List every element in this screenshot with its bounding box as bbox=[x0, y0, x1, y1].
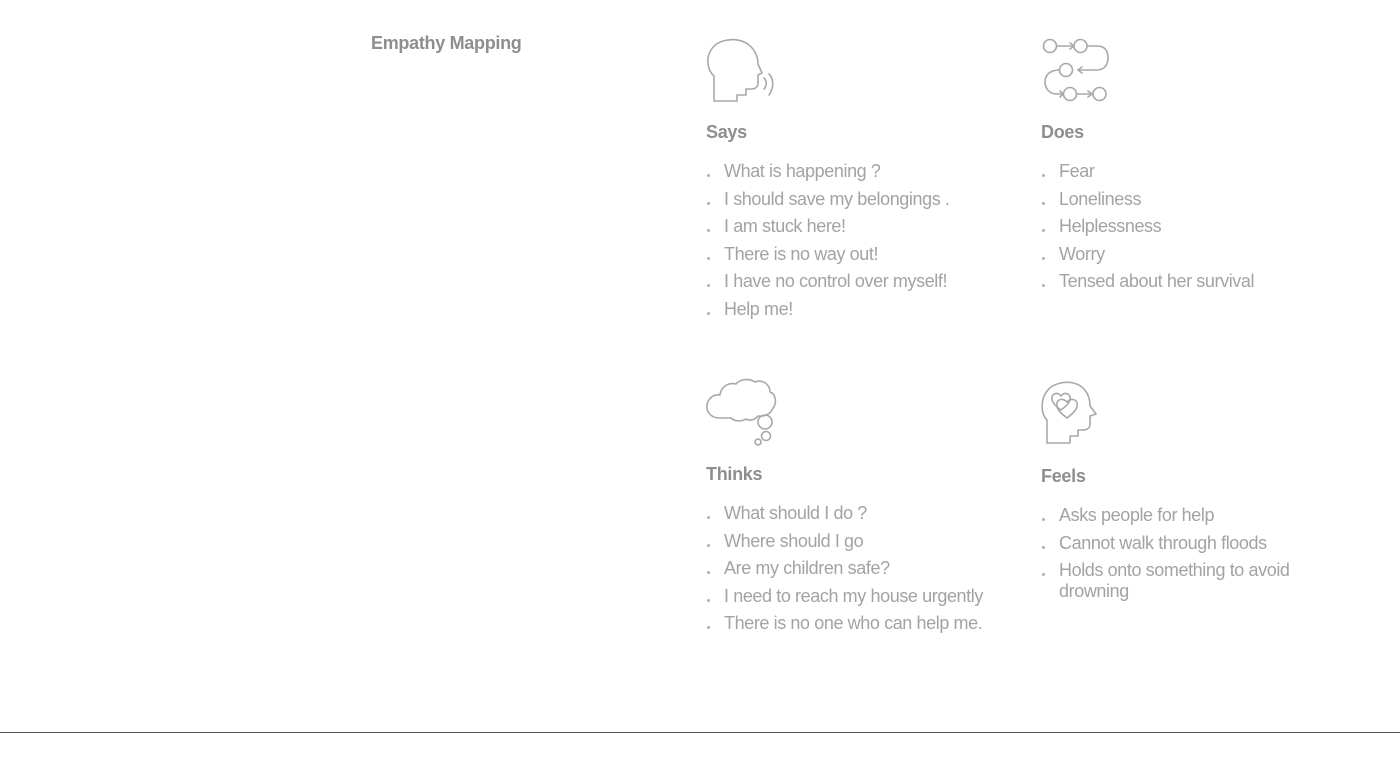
list-item: There is no one who can help me. bbox=[706, 613, 1006, 634]
list-item: Cannot walk through floods bbox=[1041, 533, 1291, 554]
feels-title: Feels bbox=[1041, 466, 1086, 486]
list-item: Help me! bbox=[706, 299, 1006, 320]
feels-section bbox=[1041, 380, 1361, 680]
thinks-title: Thinks bbox=[706, 464, 763, 484]
list-item: Helplessness bbox=[1041, 216, 1341, 237]
does-list bbox=[1041, 161, 1341, 299]
list-item: What should I do ? bbox=[706, 503, 1006, 524]
list-item: There is no way out! bbox=[706, 244, 1006, 265]
speaking-head-icon bbox=[706, 38, 786, 108]
says-list bbox=[706, 161, 1006, 327]
does-section bbox=[1041, 38, 1361, 338]
list-item: Loneliness bbox=[1041, 189, 1341, 210]
list-item: Worry bbox=[1041, 244, 1341, 265]
head-heart-icon bbox=[1041, 380, 1121, 450]
thinks-section bbox=[706, 378, 1026, 678]
feels-list bbox=[1041, 505, 1291, 609]
list-item: I should save my belongings . bbox=[706, 189, 1006, 210]
list-item: Asks people for help bbox=[1041, 505, 1291, 526]
thought-cloud-icon bbox=[706, 378, 786, 448]
list-item: I am stuck here! bbox=[706, 216, 1006, 237]
list-item: Fear bbox=[1041, 161, 1341, 182]
says-title: Says bbox=[706, 122, 747, 142]
list-item: Tensed about her survival bbox=[1041, 271, 1341, 292]
list-item: Are my children safe? bbox=[706, 558, 1006, 579]
says-section bbox=[706, 38, 1026, 338]
list-item: Where should I go bbox=[706, 531, 1006, 552]
flow-path-icon bbox=[1041, 38, 1121, 108]
list-item: Holds onto something to avoid drowning bbox=[1041, 560, 1291, 602]
list-item: What is happening ? bbox=[706, 161, 1006, 182]
list-item: I need to reach my house urgently bbox=[706, 586, 1006, 607]
does-title: Does bbox=[1041, 122, 1084, 142]
list-item: I have no control over myself! bbox=[706, 271, 1006, 292]
thinks-list bbox=[706, 503, 1006, 641]
page-title: Empathy Mapping bbox=[371, 33, 522, 53]
bottom-divider bbox=[0, 732, 1400, 733]
